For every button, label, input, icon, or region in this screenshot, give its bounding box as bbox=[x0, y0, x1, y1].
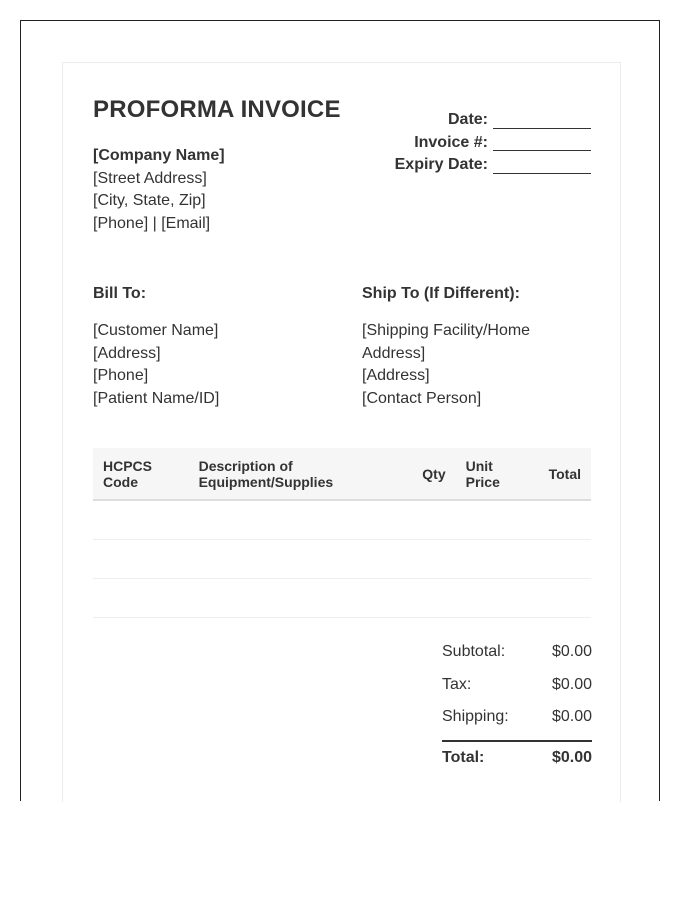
invoice-title: PROFORMA INVOICE bbox=[93, 96, 341, 123]
table-cell[interactable] bbox=[456, 540, 532, 579]
table-cell[interactable] bbox=[93, 540, 189, 579]
invoice-meta bbox=[395, 109, 591, 177]
date-row bbox=[395, 109, 591, 132]
totals-block bbox=[442, 642, 592, 768]
subtotal-value: $0.00 bbox=[551, 643, 592, 660]
table-row[interactable] bbox=[93, 579, 591, 618]
company-street: [Street Address] bbox=[93, 169, 207, 187]
table-cell[interactable] bbox=[189, 540, 413, 579]
ship-to-block bbox=[362, 284, 562, 410]
col-unit-price: Unit Price bbox=[465, 458, 500, 490]
bill-to-heading: Bill To: bbox=[93, 285, 147, 302]
table-cell[interactable] bbox=[189, 579, 413, 618]
bill-to-address bbox=[93, 320, 333, 410]
company-block bbox=[93, 145, 225, 235]
ship-to-address bbox=[362, 320, 562, 410]
table-cell[interactable] bbox=[93, 500, 189, 540]
col-qty: Qty bbox=[422, 466, 446, 482]
table-cell[interactable] bbox=[456, 579, 532, 618]
table-cell[interactable] bbox=[93, 579, 189, 618]
bill-to-line: [Address] bbox=[93, 344, 161, 362]
grand-total-row bbox=[442, 740, 592, 768]
company-city: [City, State, Zip] bbox=[93, 192, 206, 209]
invoice-number-field[interactable] bbox=[493, 135, 591, 151]
expiry-date-row bbox=[395, 154, 591, 177]
shipping-value: $0.00 bbox=[551, 708, 592, 725]
ship-to-heading: Ship To (If Different): bbox=[362, 285, 520, 302]
shipping-row bbox=[442, 707, 592, 740]
items-table-body bbox=[93, 500, 591, 618]
table-header-row bbox=[93, 448, 591, 500]
ship-to-line: [Shipping Facility/Home Address] bbox=[362, 322, 531, 362]
tax-value: $0.00 bbox=[551, 675, 592, 693]
ship-to-line: [Contact Person] bbox=[362, 389, 482, 407]
col-total: Total bbox=[548, 466, 581, 482]
date-field[interactable] bbox=[493, 113, 591, 129]
grand-total-value: $0.00 bbox=[551, 748, 592, 766]
invoice-number-label: Invoice #: bbox=[414, 133, 488, 151]
table-cell[interactable] bbox=[456, 500, 532, 540]
col-description: Description of Equipment/Supplies bbox=[198, 458, 334, 490]
bill-to-line: [Customer Name] bbox=[93, 322, 219, 339]
bill-to-block bbox=[93, 284, 333, 410]
table-cell[interactable] bbox=[412, 500, 455, 540]
items-table bbox=[93, 448, 591, 618]
table-cell[interactable] bbox=[412, 540, 455, 579]
grand-total-label: Total: bbox=[442, 748, 485, 766]
bill-to-line: [Patient Name/ID] bbox=[93, 389, 220, 407]
table-cell[interactable] bbox=[532, 500, 591, 540]
invoice-number-row bbox=[395, 132, 591, 155]
table-cell[interactable] bbox=[532, 579, 591, 618]
date-label: Date: bbox=[447, 111, 488, 128]
table-cell[interactable] bbox=[189, 500, 413, 540]
company-contact: [Phone] | [Email] bbox=[93, 214, 211, 232]
tax-label: Tax: bbox=[442, 675, 472, 693]
table-cell[interactable] bbox=[412, 579, 455, 618]
expiry-date-label: Expiry Date: bbox=[394, 156, 488, 173]
items-table-head bbox=[93, 448, 591, 500]
company-name: [Company Name] bbox=[93, 147, 225, 164]
col-hcpcs-code: HCPCS Code bbox=[103, 458, 153, 490]
bill-to-line: [Phone] bbox=[93, 367, 149, 384]
ship-to-line: [Address] bbox=[362, 367, 430, 384]
invoice-sheet bbox=[62, 62, 621, 802]
expiry-date-field[interactable] bbox=[493, 158, 591, 174]
table-row[interactable] bbox=[93, 540, 591, 579]
subtotal-label: Subtotal: bbox=[442, 643, 506, 660]
document-frame bbox=[20, 20, 660, 801]
shipping-label: Shipping: bbox=[442, 708, 509, 725]
tax-row bbox=[442, 675, 592, 708]
table-row[interactable] bbox=[93, 500, 591, 540]
table-cell[interactable] bbox=[532, 540, 591, 579]
subtotal-row bbox=[442, 642, 592, 675]
